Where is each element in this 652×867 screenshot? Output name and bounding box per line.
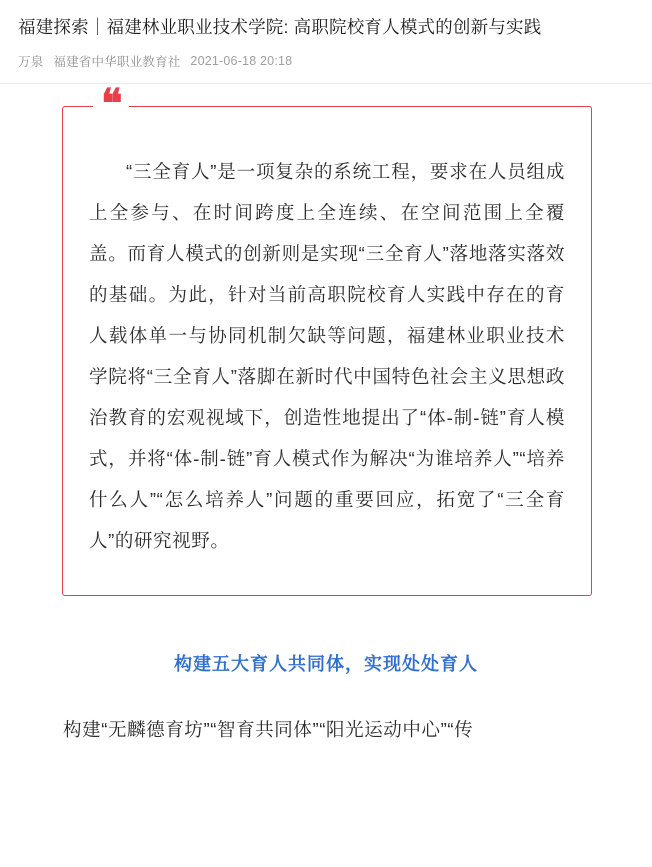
section-heading: 构建五大育人共同体，实现处处育人 (174, 654, 478, 674)
publish-date: 2021-06-18 20:18 (190, 54, 293, 68)
page-title: 福建探索｜福建林业职业技术学院: 高职院校育人模式的创新与实践 (18, 17, 542, 37)
quote-block (62, 80, 592, 596)
quote-text: “三全育人”是一项复杂的系统工程，要求在人员组成上全参与、在时间跨度上全连续、在空间范围上全覆盖。而育人模式的创新则是实现“三全育人”落地落实落效的基础。为此，针对当前高职院校育人实践中存在的育人载体单一与协同机制欠缺等问题，福建林业职业技术学院将“三全育人”落脚在新时代中国特色社会主义思想政治教育的宏观视域下，创造性地提出了“体-制-链”育人模式，并将“体-制-链”育人模式作为解决“为谁培养人”“培养什么人”“怎么培养人”问题的重要回应，拓宽了“三全育人”的研究视野。 (89, 161, 565, 551)
article-header (0, 0, 652, 70)
author-name: 万泉 (18, 55, 44, 69)
quote-mark-icon: ❝ (93, 84, 129, 124)
body-paragraph: 构建“无麟德育坊”“智育共同体”“阳光运动中心”“传 (63, 719, 474, 740)
source-name[interactable]: 福建省中华职业教育社 (53, 55, 181, 69)
quote-box (62, 80, 592, 596)
article-meta (18, 52, 634, 70)
